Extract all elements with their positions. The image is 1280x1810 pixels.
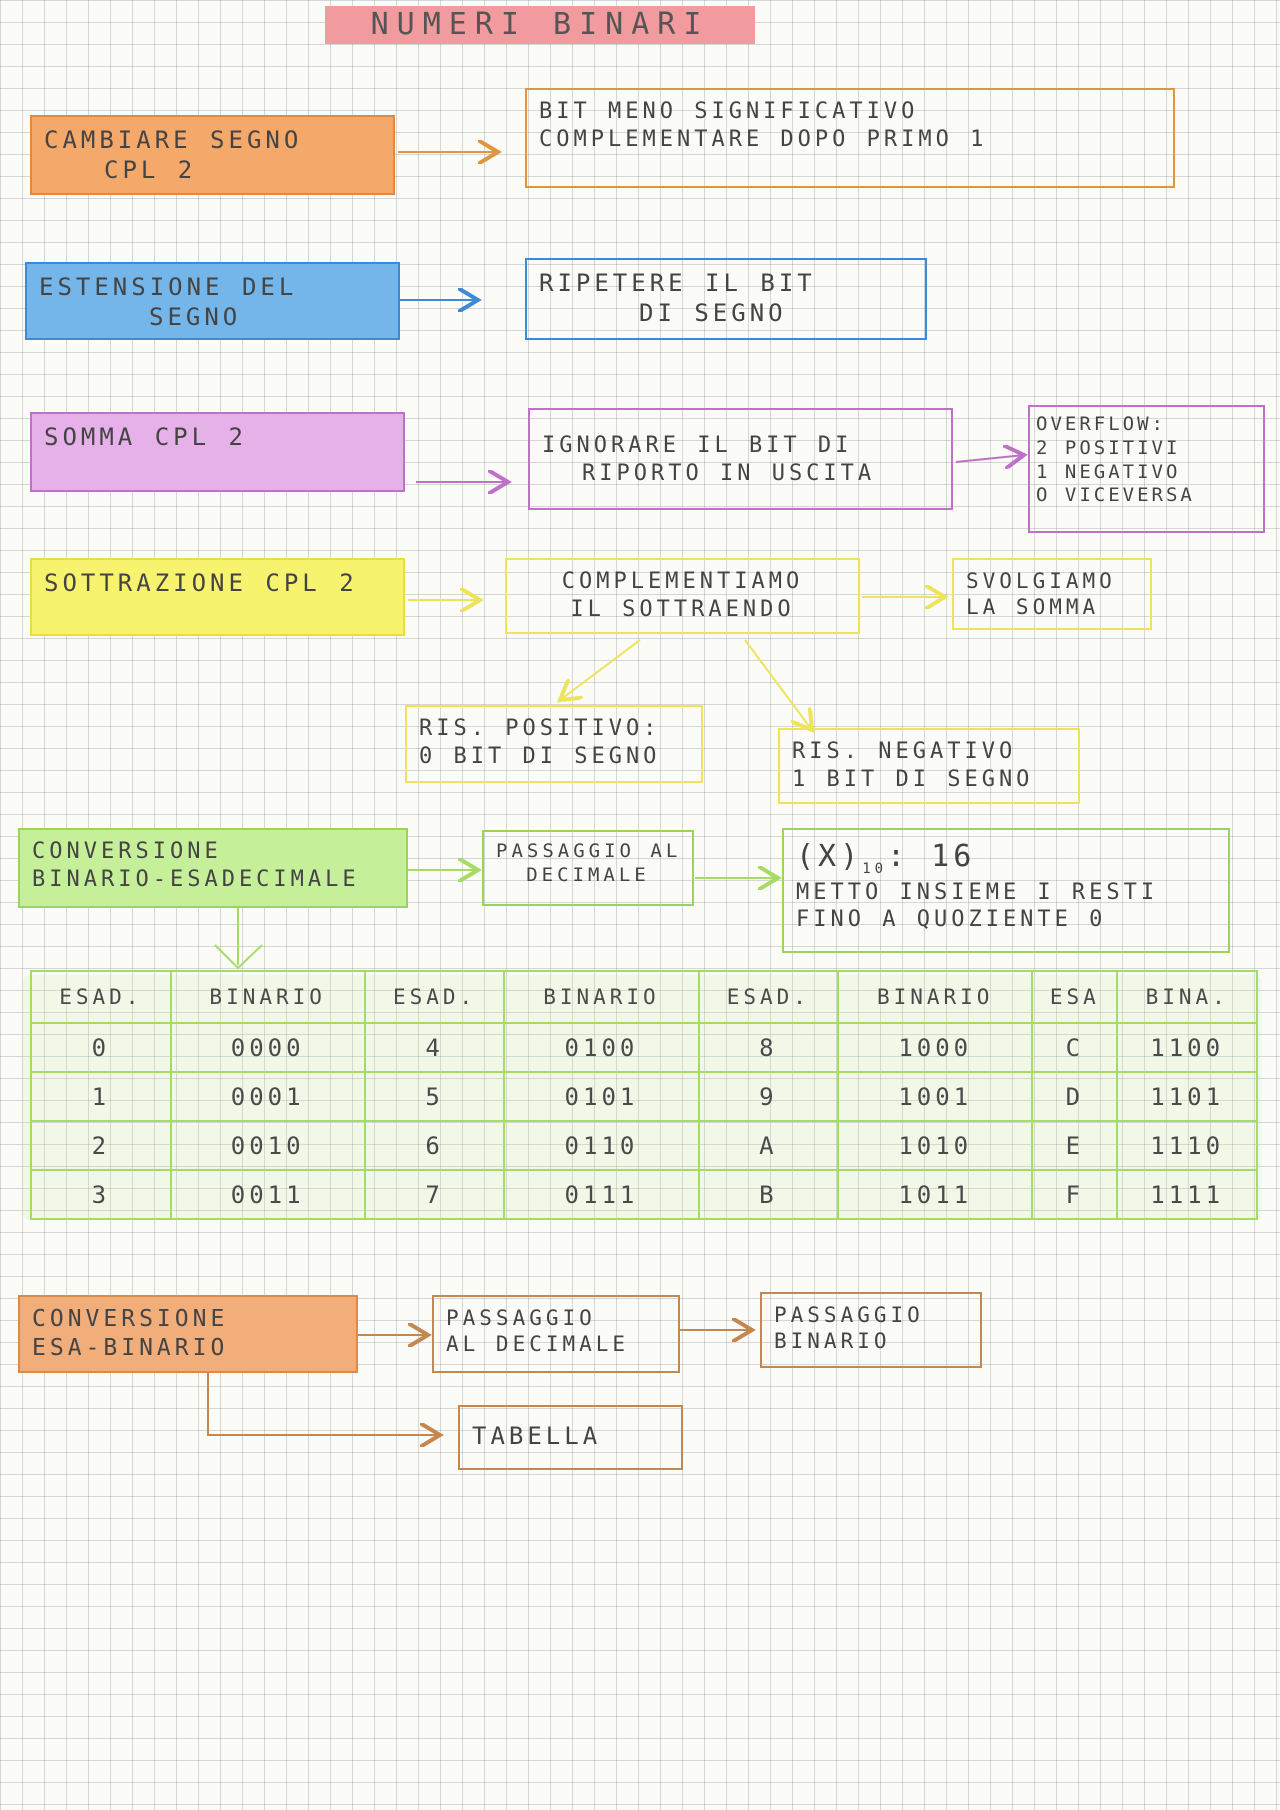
table-cell: B xyxy=(699,1170,839,1219)
result-line: DI SEGNO xyxy=(639,299,787,327)
sottrazione-step1 xyxy=(505,558,860,634)
table-cell: 1111 xyxy=(1117,1170,1257,1219)
table-header-row xyxy=(31,971,1257,1023)
table-cell: 0000 xyxy=(171,1023,365,1072)
somma-cpl2-result xyxy=(528,408,953,510)
table-header: BINA. xyxy=(1117,971,1257,1023)
label-line: CPL 2 xyxy=(104,156,197,184)
result-line: 0 BIT DI SEGNO xyxy=(419,743,661,769)
step-line: BINARIO xyxy=(774,1329,891,1354)
step-line: LA SOMMA xyxy=(966,595,1100,620)
result-line: RIPORTO IN USCITA xyxy=(582,460,876,486)
label-line: SOMMA CPL 2 xyxy=(44,423,247,451)
table-cell: E xyxy=(1032,1121,1117,1170)
table-header: BINARIO xyxy=(504,971,698,1023)
table-cell: 0101 xyxy=(504,1072,698,1121)
step-line: METTO INSIEME I RESTI xyxy=(796,879,1159,905)
label-line: BINARIO-ESADECIMALE xyxy=(32,866,360,892)
table-cell: 0010 xyxy=(171,1121,365,1170)
table-cell: 4 xyxy=(365,1023,505,1072)
table-header: BINARIO xyxy=(171,971,365,1023)
step-line: PASSAGGIO AL xyxy=(496,840,682,862)
step-line: DECIMALE xyxy=(526,863,650,886)
conversione-bin-esa-step1 xyxy=(482,830,694,906)
result-line: IGNORARE IL BIT DI xyxy=(542,433,853,458)
step-line: AL DECIMALE xyxy=(446,1332,630,1357)
label-line: SOTTRAZIONE CPL 2 xyxy=(44,569,358,597)
arrow-overflow xyxy=(956,455,1024,462)
table-row xyxy=(31,1121,1257,1170)
cambiare-segno-label xyxy=(30,115,395,195)
table-cell: 6 xyxy=(365,1121,505,1170)
result-line: RIS. NEGATIVO xyxy=(792,739,1017,764)
hex-binary-table xyxy=(30,970,1258,1220)
overflow-note xyxy=(1028,405,1265,533)
result-line: 1 BIT DI SEGNO xyxy=(792,766,1034,792)
overflow-line: 1 NEGATIVO xyxy=(1036,460,1181,483)
table-header: ESA xyxy=(1032,971,1117,1023)
table-cell: 1101 xyxy=(1117,1072,1257,1121)
label-line: CONVERSIONE xyxy=(32,839,222,864)
result-line: COMPLEMENTARE DOPO PRIMO 1 xyxy=(539,126,988,152)
table-cell: 0111 xyxy=(504,1170,698,1219)
table-header: BINARIO xyxy=(838,971,1032,1023)
result-line: BIT MENO SIGNIFICATIVO xyxy=(539,99,919,124)
table-cell: 9 xyxy=(699,1072,839,1121)
table-cell: F xyxy=(1032,1170,1117,1219)
table-cell: 1110 xyxy=(1117,1121,1257,1170)
table-cell: A xyxy=(699,1121,839,1170)
table-cell: C xyxy=(1032,1023,1117,1072)
table-cell: 3 xyxy=(31,1170,171,1219)
arrow-positivo xyxy=(560,640,640,700)
table-cell: 7 xyxy=(365,1170,505,1219)
tabella-box xyxy=(458,1405,683,1470)
formula xyxy=(796,838,1216,879)
label-line: CAMBIARE SEGNO xyxy=(44,126,303,154)
table-row xyxy=(31,1170,1257,1219)
arrow-negativo xyxy=(745,640,812,730)
step-line: IL SOTTRAENDO xyxy=(570,596,795,622)
label-line: SEGNO xyxy=(149,303,242,331)
result-line: RIPETERE IL BIT xyxy=(539,269,816,297)
cambiare-segno-result xyxy=(525,88,1175,188)
table-cell: 0110 xyxy=(504,1121,698,1170)
sottrazione-cpl2-label xyxy=(30,558,405,636)
label-line: ESA-BINARIO xyxy=(32,1334,229,1361)
overflow-line: OVERFLOW: xyxy=(1036,413,1166,435)
table-cell: 0 xyxy=(31,1023,171,1072)
estensione-segno-label xyxy=(25,262,400,340)
table-cell: 5 xyxy=(365,1072,505,1121)
formula-base: 10 xyxy=(862,861,888,877)
formula-divisor: : 16 xyxy=(887,839,976,874)
tabella-label: TABELLA xyxy=(472,1422,602,1450)
step-line: PASSAGGIO xyxy=(446,1306,596,1330)
sottrazione-step2 xyxy=(952,558,1152,630)
risultato-positivo xyxy=(405,705,703,783)
table-cell: 1011 xyxy=(838,1170,1032,1219)
label-line: ESTENSIONE DEL xyxy=(39,273,298,301)
formula-x: (X) xyxy=(796,839,863,874)
page-title: NUMERI BINARI xyxy=(325,6,755,44)
conversione-esa-bin-step2 xyxy=(760,1292,982,1368)
table-cell: 1100 xyxy=(1117,1023,1257,1072)
table-cell: 8 xyxy=(699,1023,839,1072)
table-header: ESAD. xyxy=(365,971,505,1023)
table-cell: 1 xyxy=(31,1072,171,1121)
step-line: COMPLEMENTIAMO xyxy=(561,569,804,594)
conversione-bin-esa-step2 xyxy=(782,828,1230,953)
somma-cpl2-label xyxy=(30,412,405,492)
table-cell: 1010 xyxy=(838,1121,1032,1170)
table-cell: 1001 xyxy=(838,1072,1032,1121)
table-cell: 0001 xyxy=(171,1072,365,1121)
label-line: CONVERSIONE xyxy=(32,1306,229,1332)
table-header: ESAD. xyxy=(31,971,171,1023)
table-row xyxy=(31,1023,1257,1072)
table-cell: 1000 xyxy=(838,1023,1032,1072)
step-line: FINO A QUOZIENTE 0 xyxy=(796,907,1107,932)
estensione-segno-result xyxy=(525,258,927,340)
conversione-bin-esa-label xyxy=(18,828,408,908)
overflow-line: O VICEVERSA xyxy=(1036,484,1195,507)
conversione-esa-bin-label xyxy=(18,1295,358,1373)
table-cell: D xyxy=(1032,1072,1117,1121)
step-line: PASSAGGIO xyxy=(774,1303,924,1327)
step-line: SVOLGIAMO xyxy=(966,569,1116,593)
overflow-line: 2 POSITIVI xyxy=(1036,436,1181,459)
table-header: ESAD. xyxy=(699,971,839,1023)
arrow-to-table-head xyxy=(215,945,262,968)
table-cell: 0011 xyxy=(171,1170,365,1219)
table-row xyxy=(31,1072,1257,1121)
conversione-esa-bin-step1 xyxy=(432,1295,680,1373)
result-line: RIS. POSITIVO: xyxy=(419,716,661,741)
arrow-tabella xyxy=(208,1365,440,1435)
table-cell: 2 xyxy=(31,1121,171,1170)
risultato-negativo xyxy=(778,728,1080,804)
table-cell: 0100 xyxy=(504,1023,698,1072)
